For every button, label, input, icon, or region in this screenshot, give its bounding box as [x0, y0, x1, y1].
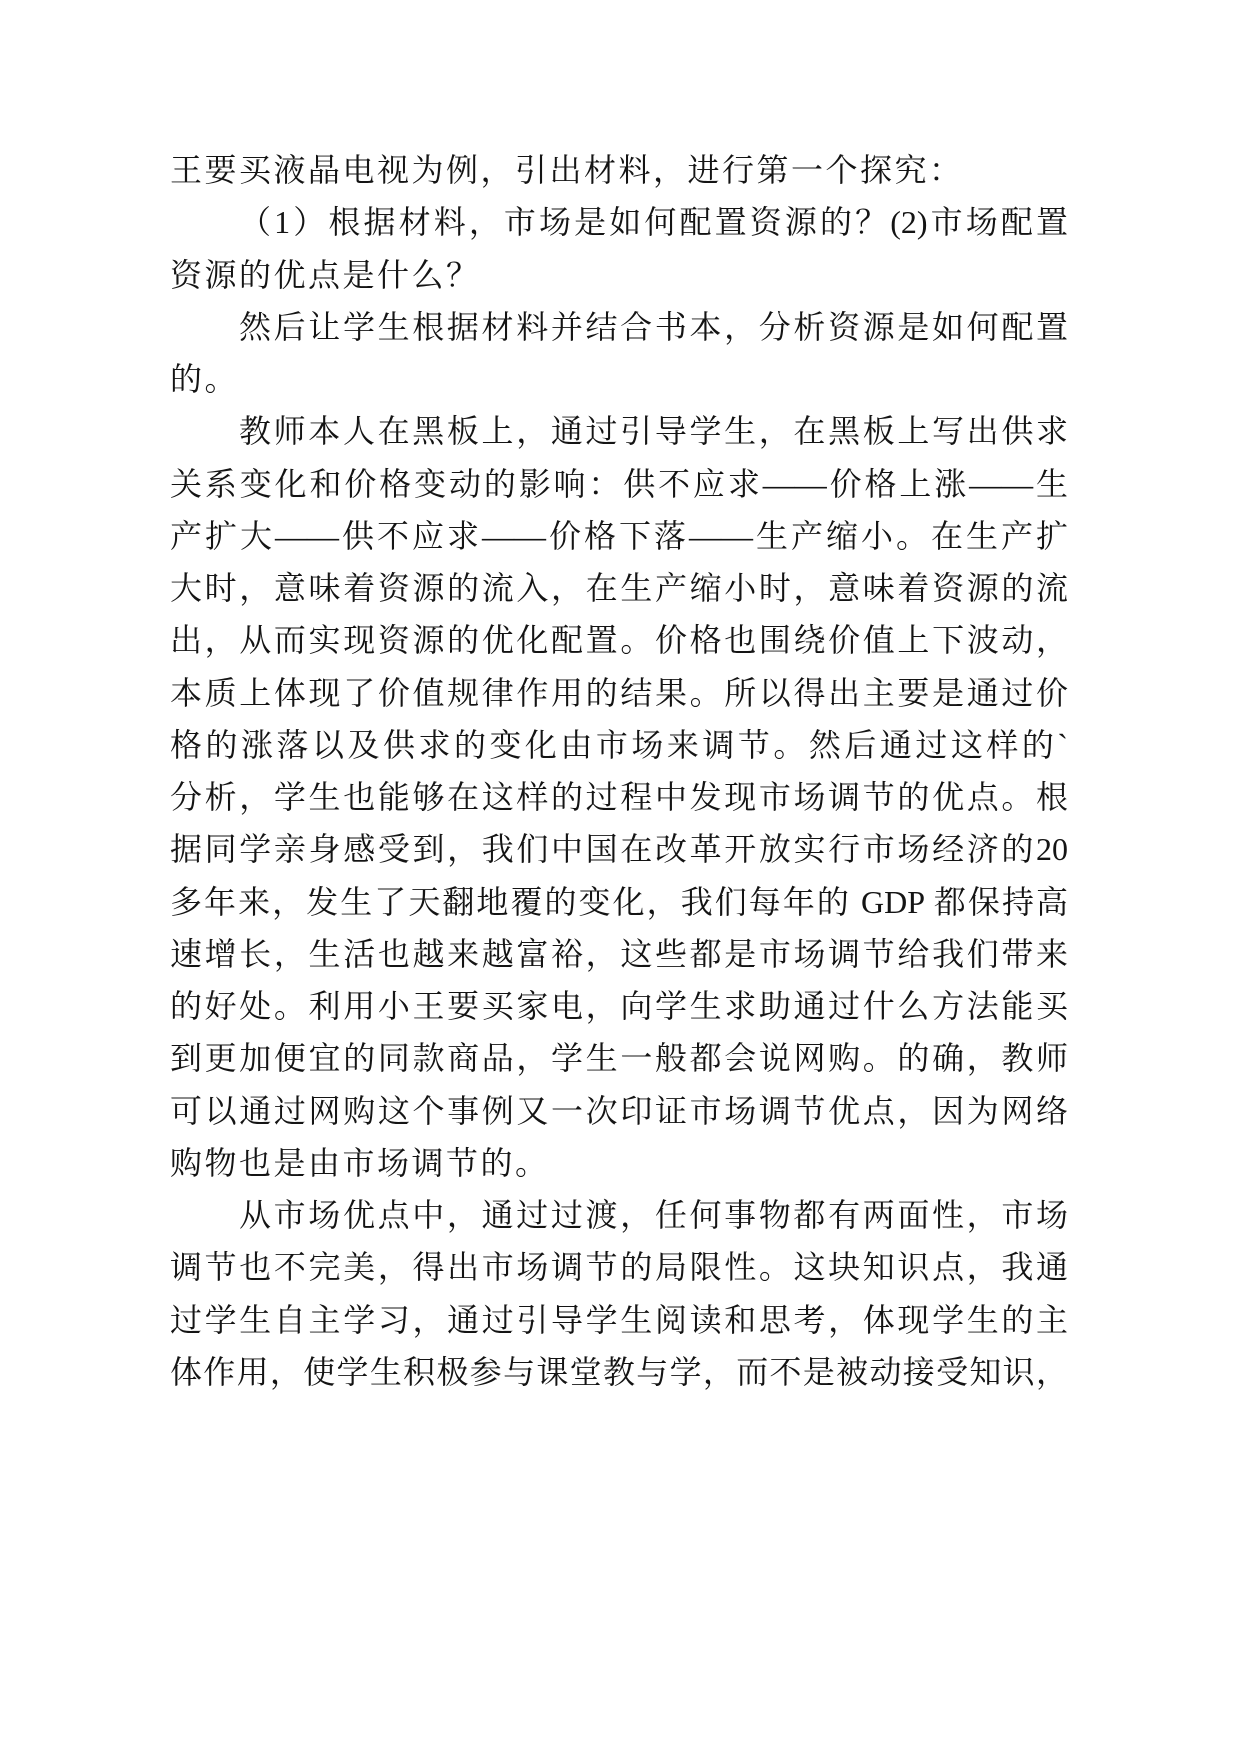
paragraph: [170, 1189, 1068, 1398]
text-line: 格的涨落以及供求的变化由市场来调节。然后通过这样的`: [170, 726, 1068, 763]
text-line: 过学生自主学习，通过引导学生阅读和思考，体现学生的主: [170, 1301, 1068, 1338]
text-line: 据同学亲身感受到，我们中国在改革开放实行市场经济的20: [170, 831, 1068, 868]
text-line: 本质上体现了价值规律作用的结果。所以得出主要是通过价: [170, 674, 1068, 711]
body-text: [170, 144, 1068, 1398]
text-line: 到更加便宜的同款商品，学生一般都会说网购。的确，教师: [170, 1040, 1068, 1077]
text-line: 多年来，发生了天翻地覆的变化，我们每年的 GDP 都保持高: [170, 883, 1068, 920]
text-line: 资源的优点是什么？: [170, 256, 481, 293]
text-line: 可以通过网购这个事例又一次印证市场调节优点，因为网络: [170, 1092, 1068, 1129]
text-line: 大时，意味着资源的流入，在生产缩小时，意味着资源的流: [170, 570, 1068, 606]
text-line: 体作用，使学生积极参与课堂教与学，而不是被动接受知识，: [170, 1353, 1068, 1390]
paragraph: [170, 405, 1068, 1189]
text-line: （1）根据材料，市场是如何配置资源的？(2)市场配置: [239, 204, 1068, 241]
text-line: 的好处。利用小王要买家电，向学生求助通过什么方法能买: [170, 988, 1068, 1024]
text-line: 购物也是由市场调节的。: [170, 1144, 550, 1181]
text-line: 出，从而实现资源的优化配置。价格也围绕价值上下波动，: [170, 622, 1068, 659]
text-line: 调节也不完美，得出市场调节的局限性。这块知识点，我通: [170, 1249, 1068, 1286]
paragraph: [170, 196, 1068, 301]
text-line: 王要买液晶电视为例，引出材料，进行第一个探究：: [170, 152, 964, 188]
paragraph: [170, 144, 1068, 196]
text-line: 关系变化和价格变动的影响：供不应求——价格上涨——生: [170, 465, 1068, 502]
text-line: 速增长，生活也越来越富裕，这些都是市场调节给我们带来: [170, 935, 1068, 972]
text-line: 的。: [170, 361, 240, 397]
text-line: 分析，学生也能够在这样的过程中发现市场调节的优点。根: [170, 779, 1068, 815]
text-line: 然后让学生根据材料并结合书本，分析资源是如何配置: [239, 308, 1068, 345]
paragraph: [170, 301, 1068, 406]
text-line: 教师本人在黑板上，通过引导学生，在黑板上写出供求: [239, 413, 1068, 450]
text-line: 从市场优点中，通过过渡，任何事物都有两面性，市场: [239, 1197, 1068, 1233]
text-line: 产扩大——供不应求——价格下落——生产缩小。在生产扩: [170, 517, 1068, 554]
